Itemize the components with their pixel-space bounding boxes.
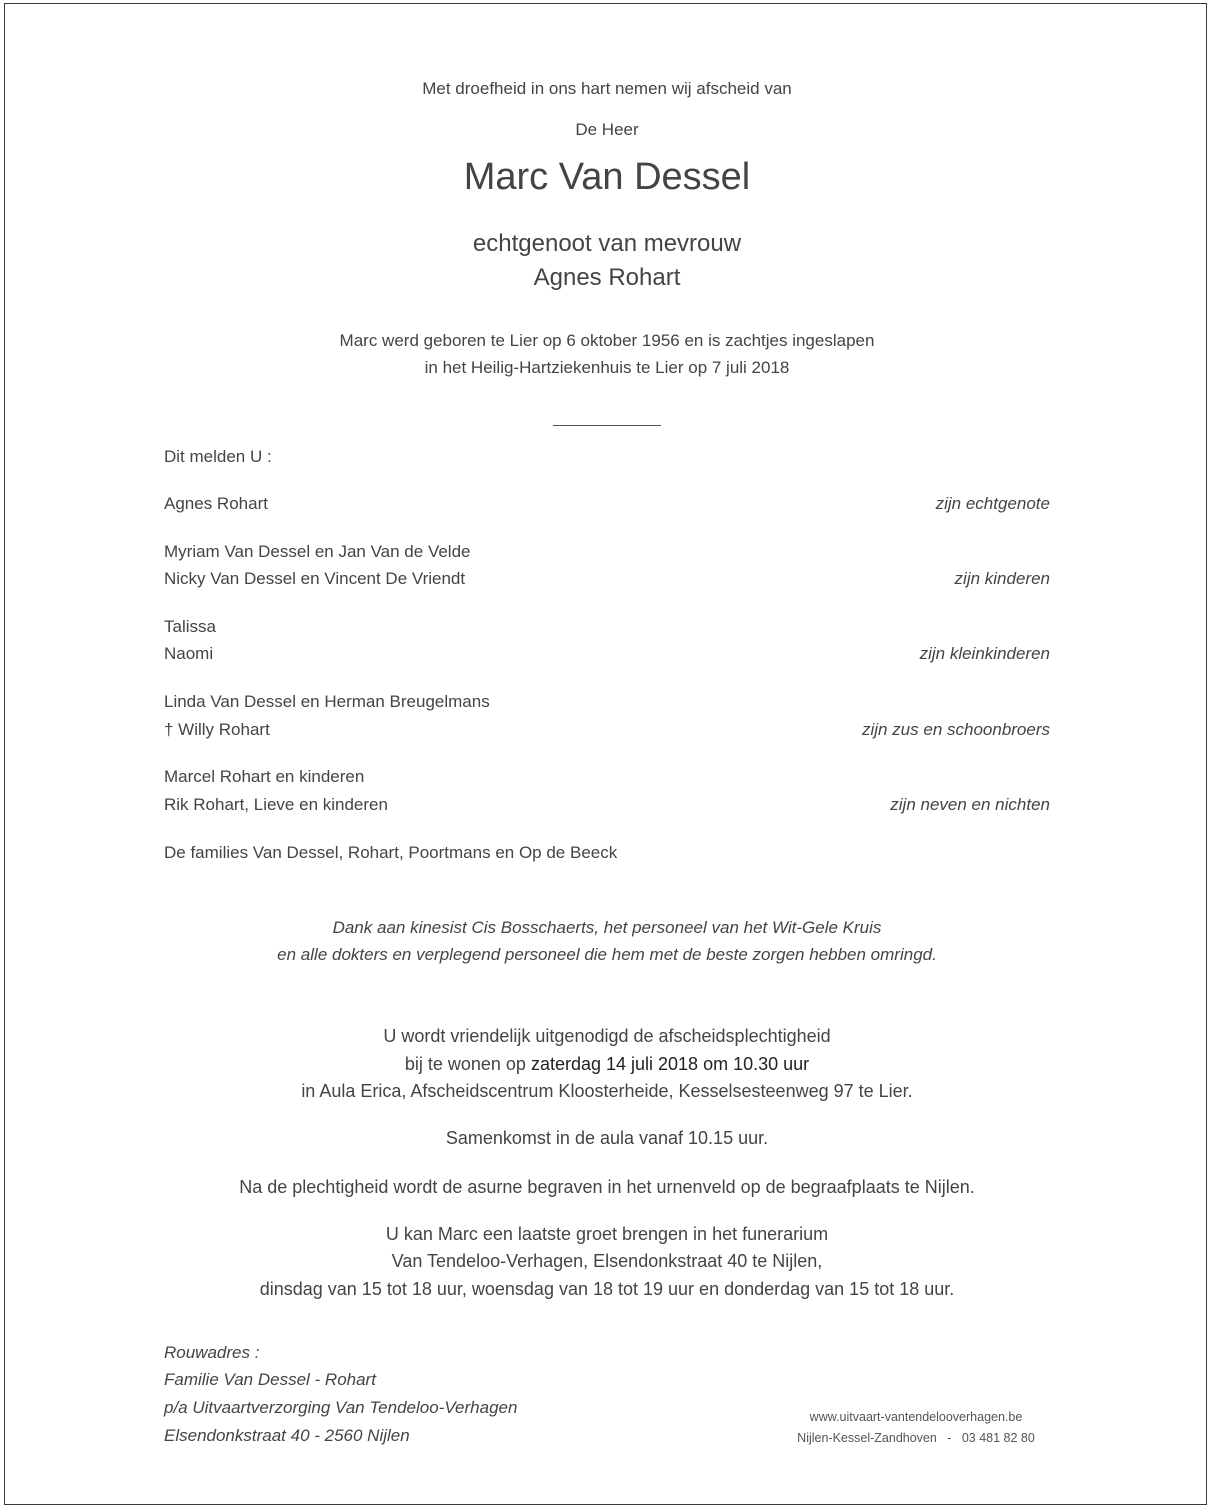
divider-line (553, 425, 661, 426)
deceased-name: Marc Van Dessel (463, 156, 751, 198)
relative-name: Linda Van Dessel en Herman Breugelmans (164, 692, 490, 711)
mourning-address-line-1: Familie Van Dessel - Rohart (164, 1370, 376, 1389)
invite-line-2 (0, 1054, 1214, 1075)
title-prefix: De Heer (575, 120, 639, 139)
relation-label: zijn zus en schoonbroers (861, 720, 1050, 739)
relative-name: Agnes Rohart (164, 494, 268, 513)
invite-line-3: in Aula Erica, Afscheidscentrum Kloosterheide, Kesselsesteenweg 97 te Lier. (301, 1081, 913, 1101)
relative-name: Marcel Rohart en kinderen (164, 767, 365, 786)
mourning-address-line-2: p/a Uitvaartverzorging Van Tendeloo-Verhagen (164, 1398, 518, 1417)
families-line: De families Van Dessel, Rohart, Poortmans en Op de Beeck (164, 843, 618, 862)
relative-name: Nicky Van Dessel en Vincent De Vriendt (164, 569, 466, 588)
relation-label: zijn neven en nichten (890, 795, 1050, 814)
relative-name: † Willy Rohart (164, 720, 270, 739)
birth-line-2: in het Heilig-Hartziekenhuis te Lier op 7 juli 2018 (424, 358, 790, 377)
visit-line-2: Van Tendeloo-Verhagen, Elsendonkstraat 40 te Nijlen, (391, 1251, 823, 1271)
visit-line-3: dinsdag van 15 tot 18 uur, woensdag van 18 tot 19 uur en donderdag van 15 tot 18 uur. (259, 1279, 955, 1299)
mourning-address-label: Rouwadres : (164, 1343, 260, 1362)
funeral-home-contact: Nijlen-Kessel-Zandhoven - 03 481 82 80 (797, 1431, 1035, 1445)
relation-label: zijn kinderen (954, 569, 1050, 588)
invite-line-2-prefix: bij te wonen op (404, 1054, 531, 1074)
ceremony-date: zaterdag 14 juli 2018 om 10.30 uur (530, 1054, 810, 1074)
relative-name: Rik Rohart, Lieve en kinderen (164, 795, 388, 814)
birth-line-1: Marc werd geboren te Lier op 6 oktober 1956 en is zachtjes ingeslapen (339, 331, 875, 350)
thanks-line-2: en alle dokters en verplegend personeel die hem met de beste zorgen hebben omringd. (277, 945, 937, 964)
burial-text: Na de plechtigheid wordt de asurne begraven in het urnenveld op de begraafplaats te Nijlen. (239, 1177, 975, 1197)
announcement-heading: Dit melden U : (164, 447, 272, 466)
relation-label: zijn echtgenote (935, 494, 1050, 513)
funeral-home-website: www.uitvaart-vantendelooverhagen.be (809, 1410, 1023, 1424)
relative-name: Myriam Van Dessel en Jan Van de Velde (164, 542, 471, 561)
mourning-address-line-3: Elsendonkstraat 40 - 2560 Nijlen (164, 1426, 410, 1445)
visit-line-1: U kan Marc een laatste groet brengen in het funerarium (385, 1224, 829, 1244)
spouse-line-2: Agnes Rohart (533, 264, 681, 291)
gathering-text: Samenkomst in de aula vanaf 10.15 uur. (445, 1128, 769, 1148)
invite-line-1: U wordt vriendelijk uitgenodigd de afscheidsplechtigheid (383, 1026, 831, 1046)
intro-text: Met droefheid in ons hart nemen wij afscheid van (422, 79, 792, 98)
relative-name: Talissa (164, 617, 216, 636)
spouse-line-1: echtgenoot van mevrouw (472, 230, 742, 257)
relation-label: zijn kleinkinderen (919, 644, 1050, 663)
relative-name: Naomi (164, 644, 214, 663)
thanks-line-1: Dank aan kinesist Cis Bosschaerts, het personeel van het Wit-Gele Kruis (332, 918, 882, 937)
